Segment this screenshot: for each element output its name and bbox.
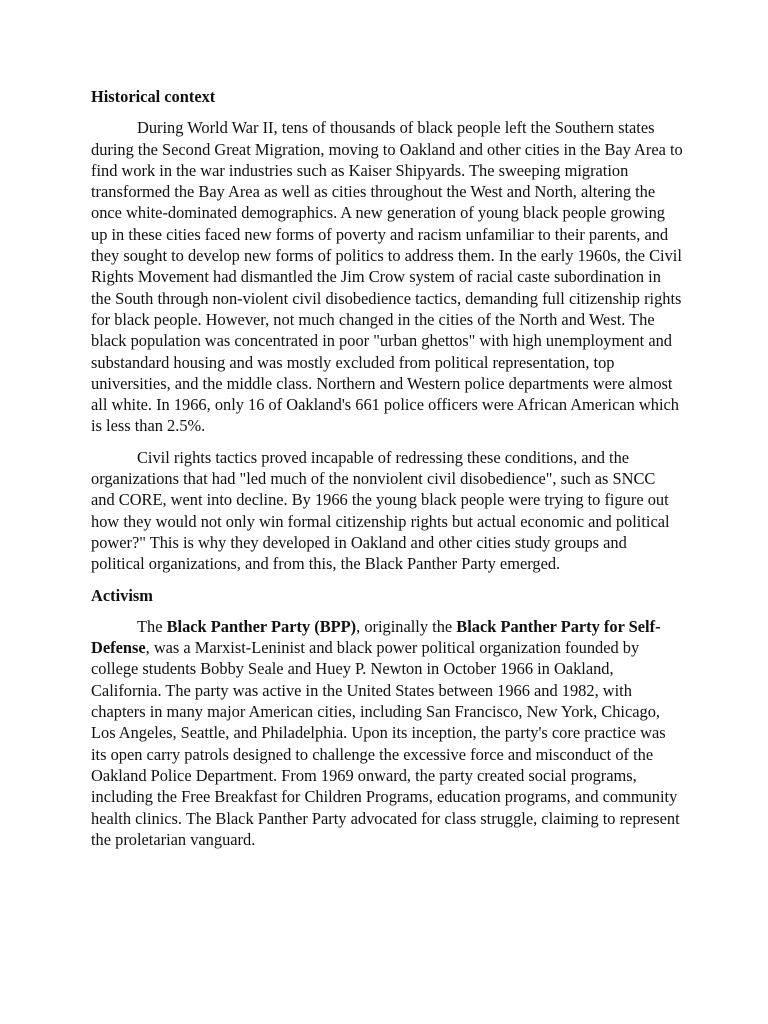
paragraph-civil-rights-tactics: Civil rights tactics proved incapable of redressing these conditions, and the organizations that had "led much of the nonviolent civil disobedience", such as SNCC and CORE, went into decline. By 1966 the young black people were trying to figure out how they would not only win formal citizenship rights but actual economic and political power?" This is why they developed in Oakland and other cities study groups and political organizations, and from this, the Black Panther Party emerged. <box>91 447 670 574</box>
text-run: , originally the <box>356 616 457 636</box>
bold-term-self-defense: Black Panther Party for Self-Defense <box>91 616 661 658</box>
bold-term-bpp: Black Panther Party (BPP) <box>166 616 357 636</box>
text-run: The <box>137 616 167 636</box>
section-heading-historical-context: Historical context <box>91 87 216 106</box>
text-run: , was a Marxist-Leninist and black power political organization founded by college students Bobby Seale and Huey P. Newton in October 1966 in Oakland, California. The party was active in the United States between 1966 and 1982, with chapters in many major American cities, including San Francisco, New York, Chicago, Los Angeles, Seattle, and Philadelphia. Upon its inception, the party's core practice was its open carry patrols designed to challenge the excessive force and misconduct of the Oakland Police Department. From 1969 onward, the party created social programs, including the Free Breakfast for Children Programs, education programs, and community health clinics. The Black Panther Party advocated for class struggle, claiming to represent the proletarian vanguard. <box>91 638 680 849</box>
section-heading-activism: Activism <box>91 585 153 605</box>
paragraph-migration: During World War II, tens of thousands of black people left the Southern states during the Second Great Migration, moving to Oakland and other cities in the Bay Area to find work in the war industries such as Kaiser Shipyards. The sweeping migration transformed the Bay Area as well as cities throughout the West and North, altering the once white-dominated demographics. A new generation of young black people growing up in these cities faced new forms of poverty and racism unfamiliar to their parents, and they sought to develop new forms of politics to address them. In the early 1960s, the Civil Rights Movement had dismantled the Jim Crow system of racial caste subordination in the South through non-violent civil disobedience tactics, demanding full citizenship rights for black people. However, not much changed in the cities of the North and West. The black population was concentrated in poor "urban ghettos" with high unemployment and substandard housing and was mostly excluded from political representation, top universities, and the middle class. Northern and Western police departments were almost all white. In 1966, only 16 of Oakland's 661 police officers were African American which is less than 2.5%. <box>91 118 683 436</box>
document-body <box>91 86 683 860</box>
paragraph-black-panther-party <box>91 616 683 850</box>
